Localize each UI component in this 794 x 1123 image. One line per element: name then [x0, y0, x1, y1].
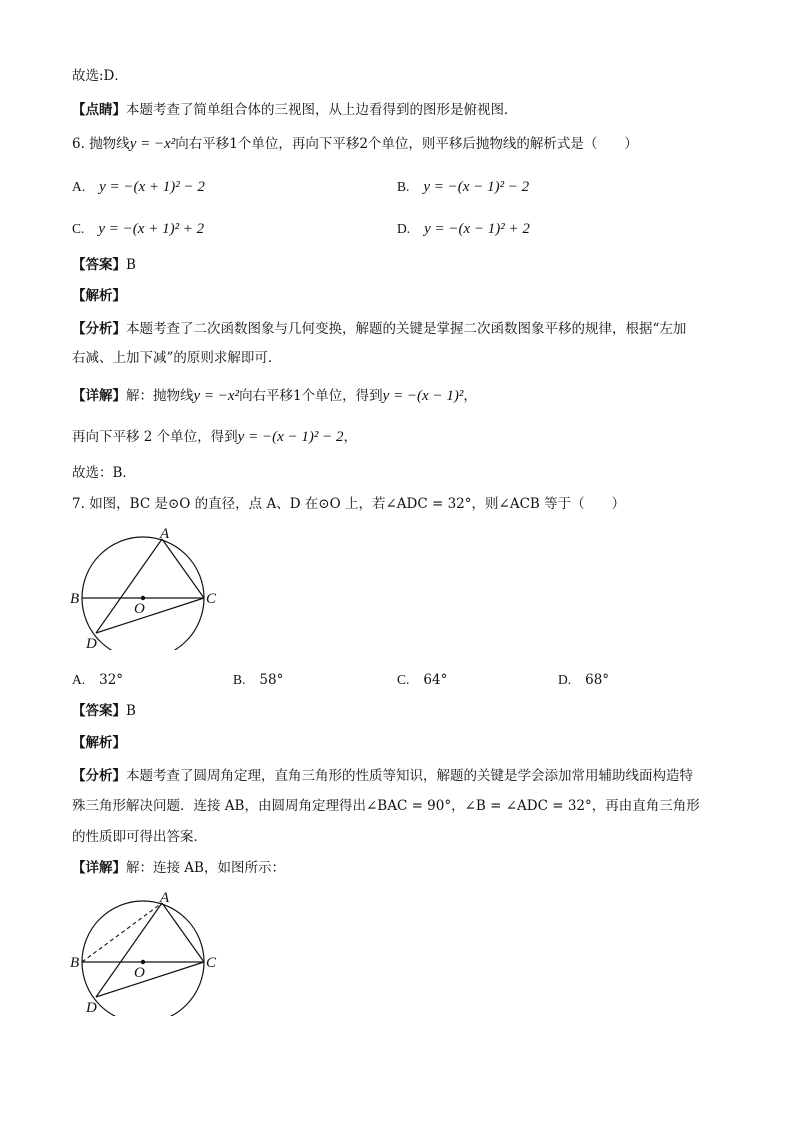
- q6-analysis-tag: 【解析】: [72, 288, 126, 304]
- comment-line: [72, 100, 518, 120]
- solution-center-dot: [141, 960, 145, 964]
- q7-option-a-label: A.: [72, 672, 86, 687]
- solution-circle-o: [82, 901, 204, 1016]
- q6-option-a-expr: y = −(x + 1)² − 2: [99, 179, 205, 195]
- q7-detail-tag: 【详解】: [72, 860, 126, 876]
- q6-line2-pre: 再向下平移 2 个单位，得到: [72, 429, 238, 445]
- solution-label-c: C: [206, 955, 217, 971]
- q7-fenxi-line1: [72, 766, 693, 786]
- label-d: D: [86, 636, 97, 650]
- q7-stem: [72, 494, 625, 514]
- solution-dashed-ab: [82, 903, 162, 962]
- q7-option-d-value: 68°: [585, 672, 610, 688]
- q6-fenxi-line2: 右减、上加下减”的原则求解即可．: [72, 350, 282, 366]
- q6-stem: [72, 134, 638, 154]
- q6-analysis-heading: [72, 286, 126, 306]
- q6-answer-value: B: [126, 257, 136, 273]
- q7-option-b-value: 58°: [259, 672, 284, 688]
- q6-detail-pre: 解：抛物线: [126, 388, 194, 404]
- segment-ac: [162, 539, 204, 598]
- q7-circle-figure: [68, 524, 228, 650]
- q6-line2-end: ，: [343, 429, 357, 445]
- q6-option-b-label: B.: [397, 179, 410, 194]
- q6-detail-formula2: y = −(x − 1)²: [382, 388, 464, 404]
- q6-fenxi-text1: 本题考查了二次函数图象与几何变换，解题的关键是掌握二次函数图象平移的规律，根据“左加: [126, 321, 687, 337]
- q6-option-c-expr: y = −(x + 1)² + 2: [98, 221, 205, 237]
- q7-stem-text: 如图，BC 是⊙O 的直径，点 A、D 在⊙O 上，若∠ADC = 32°，则∠ACB 等于（ ）: [89, 496, 626, 512]
- q7-number: 7.: [72, 496, 85, 512]
- q7-option-c: [397, 670, 447, 690]
- q7-analysis-tag: 【解析】: [72, 735, 126, 751]
- label-c: C: [206, 591, 217, 607]
- q7-fenxi-line3: 的性质即可得出答案．: [72, 829, 207, 845]
- q7-detail-line: [72, 858, 285, 878]
- circle-o: [82, 537, 204, 650]
- q6-stem-text: 向右平移1个单位，再向下平移2个单位，则平移后抛物线的解析式是（ ）: [175, 136, 638, 152]
- label-a: A: [160, 526, 170, 542]
- q6-detail-formula1: y = −x²: [193, 388, 240, 404]
- q7-detail-text: 解：连接 AB，如图所示：: [126, 860, 285, 876]
- q6-detail-line1: [72, 386, 477, 406]
- center-dot: [141, 596, 145, 600]
- label-o: O: [134, 601, 145, 617]
- q7-option-c-label: C.: [397, 672, 410, 687]
- solution-segment-dc: [96, 962, 204, 997]
- solution-label-a: A: [160, 890, 170, 906]
- q6-option-c: [72, 219, 204, 239]
- q6-option-b: [397, 177, 529, 197]
- q6-option-b-expr: y = −(x − 1)² − 2: [423, 179, 530, 195]
- q6-formula: y = −x²: [129, 136, 176, 152]
- q6-number: 6.: [72, 136, 85, 152]
- comment-tag: 【点睛】: [72, 102, 126, 118]
- q7-answer-value: B: [126, 703, 136, 719]
- solution-label-d: D: [86, 1000, 97, 1016]
- q7-answer-tag: 【答案】: [72, 703, 126, 719]
- q6-option-a-label: A.: [72, 179, 86, 194]
- label-b: B: [70, 591, 80, 607]
- q6-option-d-label: D.: [397, 221, 411, 236]
- q6-stem-pre: 抛物线: [89, 136, 130, 152]
- solution-label-b: B: [70, 955, 80, 971]
- prev-answer-line: 故选:D．: [72, 68, 128, 84]
- q6-option-d-expr: y = −(x − 1)² + 2: [424, 221, 530, 237]
- q7-fenxi-text1: 本题考查了圆周角定理，直角三角形的性质等知识，解题的关键是学会添加常用辅助线面构造特: [126, 768, 693, 784]
- q6-answer-tag: 【答案】: [72, 257, 126, 273]
- comment-text: 本题考查了简单组合体的三视图，从上边看得到的图形是俯视图．: [126, 102, 518, 118]
- solution-segment-ac: [162, 903, 204, 962]
- q6-fenxi-line1: [72, 319, 686, 339]
- segment-ad: [96, 539, 162, 633]
- q7-answer: [72, 701, 136, 721]
- q6-choose: 故选：B．: [72, 465, 136, 481]
- q7-option-a-value: 32°: [99, 672, 124, 688]
- q7-option-b: [233, 670, 283, 690]
- q6-fenxi-tag: 【分析】: [72, 321, 126, 337]
- solution-segment-ad: [96, 903, 162, 997]
- q6-detail-mid: 向右平移1个单位，得到: [239, 388, 383, 404]
- q7-option-d: [558, 670, 609, 690]
- q6-option-a: [72, 177, 205, 197]
- q6-detail-tag: 【详解】: [72, 388, 126, 404]
- solution-label-o: O: [134, 965, 145, 981]
- q6-detail-end: ，: [463, 388, 477, 404]
- q7-fenxi-tag: 【分析】: [72, 768, 126, 784]
- q7-solution-figure: [68, 888, 228, 1016]
- segment-dc: [96, 598, 204, 633]
- q7-option-d-label: D.: [558, 672, 572, 687]
- q7-option-a: [72, 670, 123, 690]
- q6-line2-formula: y = −(x − 1)² − 2: [237, 429, 344, 445]
- q7-option-b-label: B.: [233, 672, 246, 687]
- q7-fenxi-line2: 殊三角形解决问题．连接 AB，由圆周角定理得出∠BAC = 90°，∠B = ∠ADC = 32°，再由直角三角形: [72, 798, 700, 814]
- q6-detail-line2: [72, 427, 357, 447]
- q7-analysis-heading: [72, 733, 126, 753]
- q6-option-c-label: C.: [72, 221, 85, 236]
- q6-option-d: [397, 219, 530, 239]
- q7-option-c-value: 64°: [423, 672, 448, 688]
- q6-answer: [72, 255, 136, 275]
